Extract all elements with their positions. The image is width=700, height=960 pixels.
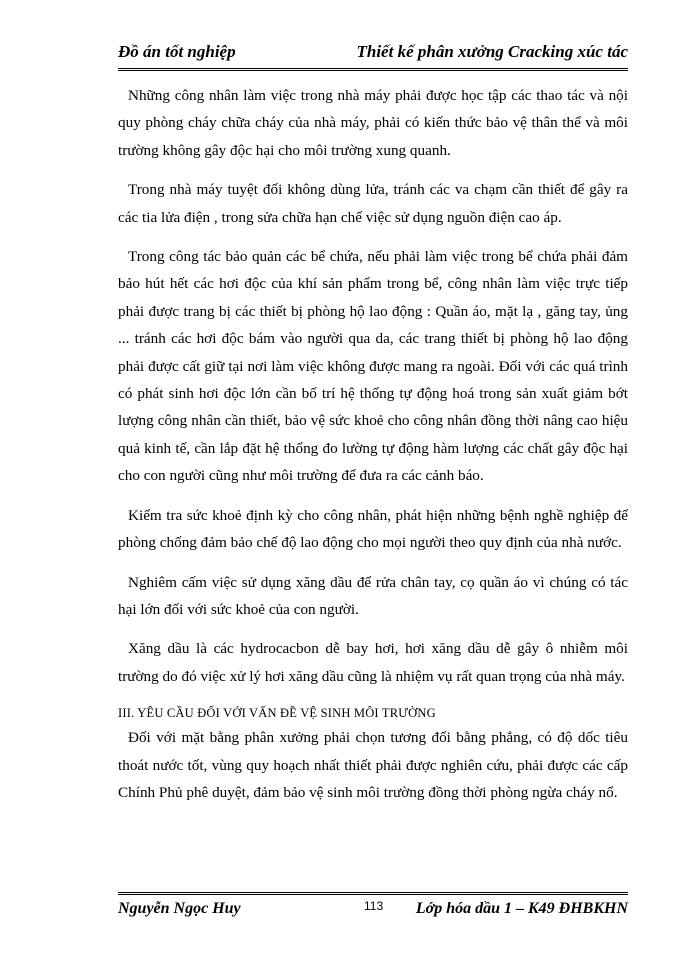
- header-document-title: Thiết kế phân xưởng Cracking xúc tác: [356, 42, 628, 61]
- paragraph-health-check: Kiểm tra sức khoẻ định kỳ cho công nhân, phát hiện những bệnh nghề nghiệp để phòng chống đảm bảo chế độ lao động cho mọi người theo quy định của nhà nước.: [118, 506, 628, 552]
- header-document-type: Đồ án tốt nghiệp: [118, 42, 236, 61]
- paragraph-tank-maintenance: Trong công tác bảo quản các bể chứa, nếu phải làm việc trong bể chứa phải đảm bảo hút hết các hơi độc của khí sản phẩm trong bể, công nhân làm việc trực tiếp phải được trang bị các thiết bị phòng hộ lao động : Quần áo, mặt lạ , găng tay, ủng ... tránh các hơi độc bám vào người qua da, các trang thiết bị phòng hộ lao động phải được cất giữ tại nơi làm việc không được mang ra ngoài. Đối với các quá trình có phát sinh hơi độc lớn cần bố trí hệ thống tự động hoá trong sản xuất giảm bớt lượng công nhân cần thiết, bảo vệ sức khoẻ cho công nhân đồng thời nâng cao hiệu quả kinh tế, cần lắp đặt hệ thống đo lường tự động hàm lượng các chất gây độc hại cho con người cũng như môi trường để đưa ra các cảnh báo.: [118, 248, 628, 485]
- paragraph-worker-training: Những công nhân làm việc trong nhà máy phải được học tập các thao tác và nội quy phòng cháy chữa cháy của nhà máy, phải có kiến thức bảo vệ thân thể và môi trường không gây độc hại cho môi trường xung quanh.: [118, 87, 628, 159]
- page-number: 113: [364, 899, 384, 913]
- footer-author: Nguyễn Ngọc Huy: [118, 900, 241, 917]
- paragraph-volatile-hydrocarbons: Xăng dầu là các hydrocacbon dễ bay hơi, hơi xăng dầu dễ gây ô nhiễm môi trường do đó việc xử lý hơi xăng dầu cũng là nhiệm vụ rất quan trọng của nhà máy.: [118, 640, 628, 685]
- paragraph-site-requirements: Đối với mặt bằng phân xưởng phải chọn tương đối bằng phẳng, có độ dốc tiêu thoát nước tốt, vùng quy hoạch nhất thiết phải được nghiên cứu, phải được các cấp Chính Phủ phê duyệt, đảm bảo vệ sinh môi trường đồng thời phòng ngừa cháy nổ.: [118, 729, 628, 801]
- paragraph-no-fuel-washing: Nghiêm cấm việc sử dụng xăng dầu để rửa chân tay, cọ quần áo vì chúng có tác hại lớn đối với sức khoẻ của con người.: [118, 573, 628, 618]
- footer-class: Lớp hóa dầu 1 – K49 ĐHBKHN: [415, 900, 628, 917]
- page-header: [118, 38, 628, 71]
- page-footer: [118, 892, 628, 925]
- section-heading: III. YÊU CẦU ĐỐI VỚI VẤN ĐỀ VỆ SINH MÔI TRƯỜNG: [118, 706, 436, 721]
- page-body: [118, 82, 628, 818]
- paragraph-no-fire: Trong nhà máy tuyệt đối không dùng lửa, tránh các va chạm cần thiết để gây ra các tia lửa điện , trong sửa chữa hạn chế việc sử dụng nguồn điện cao áp.: [118, 181, 628, 226]
